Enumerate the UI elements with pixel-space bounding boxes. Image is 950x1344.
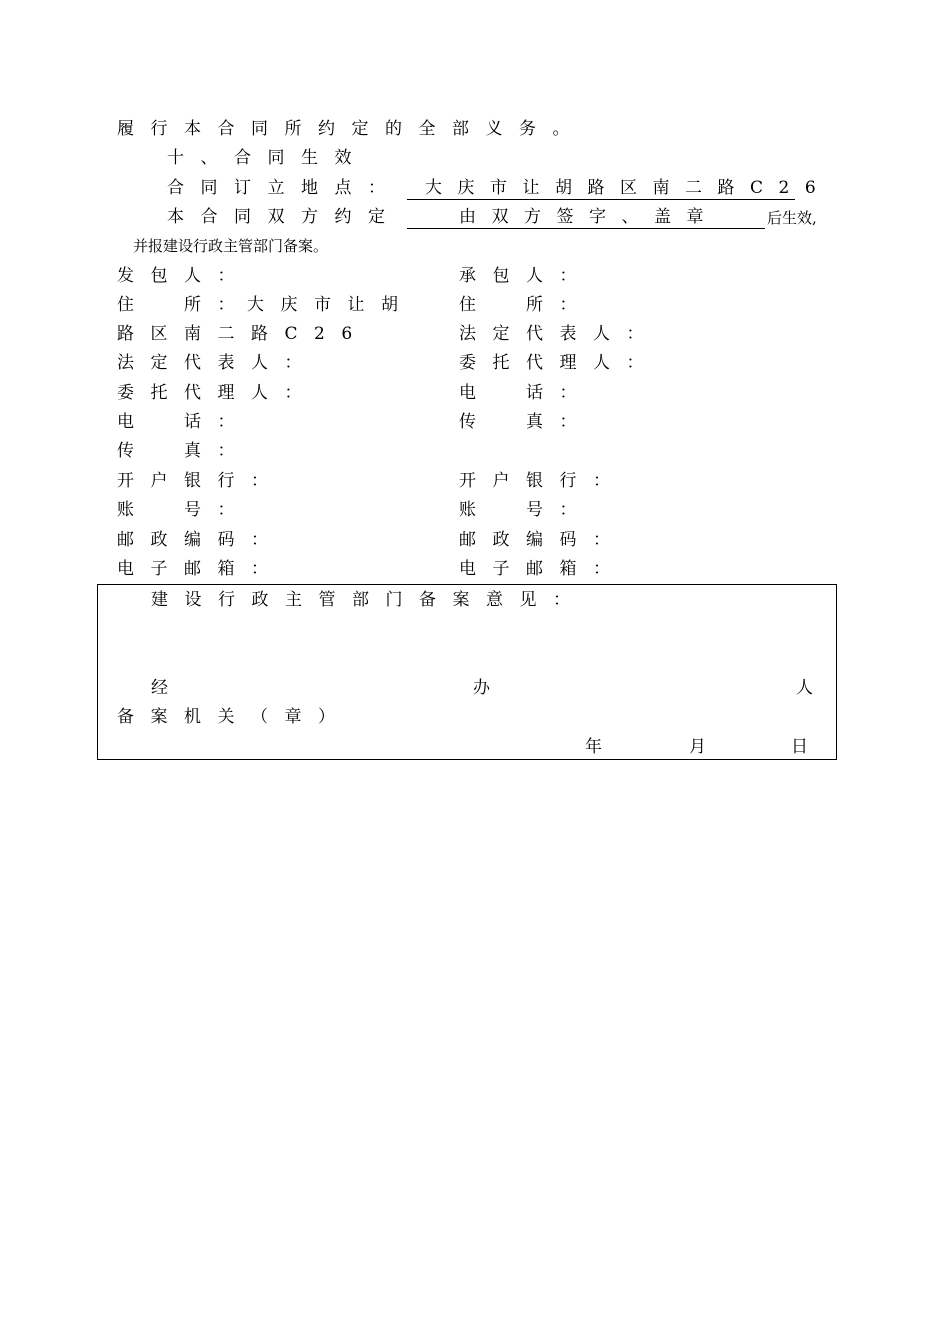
party-a-legal-rep-label: 法定代表人：	[117, 353, 318, 373]
party-a-fax-label: 传 真：	[117, 441, 251, 461]
party-a-address-value-2: 路区南二路C26	[117, 324, 369, 344]
handler-char-1: 经	[151, 678, 168, 698]
party-a-bank-label: 开户银行：	[117, 471, 285, 491]
effect-prefix: 本合同双方约定	[167, 207, 402, 227]
handler-char-2: 办	[473, 678, 490, 698]
party-b-phone-label: 电 话：	[459, 383, 593, 403]
section-title: 十、合同生效	[167, 148, 368, 168]
party-b-account-label: 账 号：	[459, 500, 593, 520]
party-b-bank-label: 开户银行：	[459, 471, 627, 491]
date-month: 月	[689, 737, 706, 757]
party-a-account-label: 账 号：	[117, 500, 251, 520]
effect-value: 由双方签字、盖章	[407, 206, 765, 229]
filing-seal-label: 备案机关（章）	[117, 707, 352, 727]
party-b-name-label: 承包人：	[459, 266, 593, 286]
party-a-address-value-1: 大庆市让胡	[247, 295, 415, 315]
party-b-fax-label: 传 真：	[459, 412, 593, 432]
party-b-agent-label: 委托代理人：	[459, 353, 660, 373]
date-year: 年	[585, 737, 602, 757]
place-value: 大庆市让胡路区南二路C26	[407, 177, 795, 200]
party-a-name-label: 发包人：	[117, 266, 251, 286]
party-b-postcode-label: 邮政编码：	[459, 530, 627, 550]
place-label: 合同订立地点：	[167, 178, 402, 198]
party-a-email-label: 电子邮箱：	[117, 559, 285, 579]
party-b-legal-rep-label: 法定代表人：	[459, 324, 660, 344]
date-day: 日	[791, 737, 808, 757]
party-b-email-label: 电子邮箱：	[459, 559, 627, 579]
clause-end-text: 履行本合同所约定的全部义务。	[117, 119, 586, 139]
effect-line2: 并报建设行政主管部门备案。	[133, 237, 329, 255]
party-a-phone-label: 电 话：	[117, 412, 251, 432]
party-a-agent-label: 委托代理人：	[117, 383, 318, 403]
effect-suffix: 后生效,	[767, 209, 817, 227]
party-a-address-label: 住 所：	[117, 295, 251, 315]
party-b-address-label: 住 所：	[459, 295, 593, 315]
handler-char-3: 人	[796, 678, 813, 698]
party-a-postcode-label: 邮政编码：	[117, 530, 285, 550]
filing-box-title: 建设行政主管部门备案意见：	[151, 590, 587, 610]
